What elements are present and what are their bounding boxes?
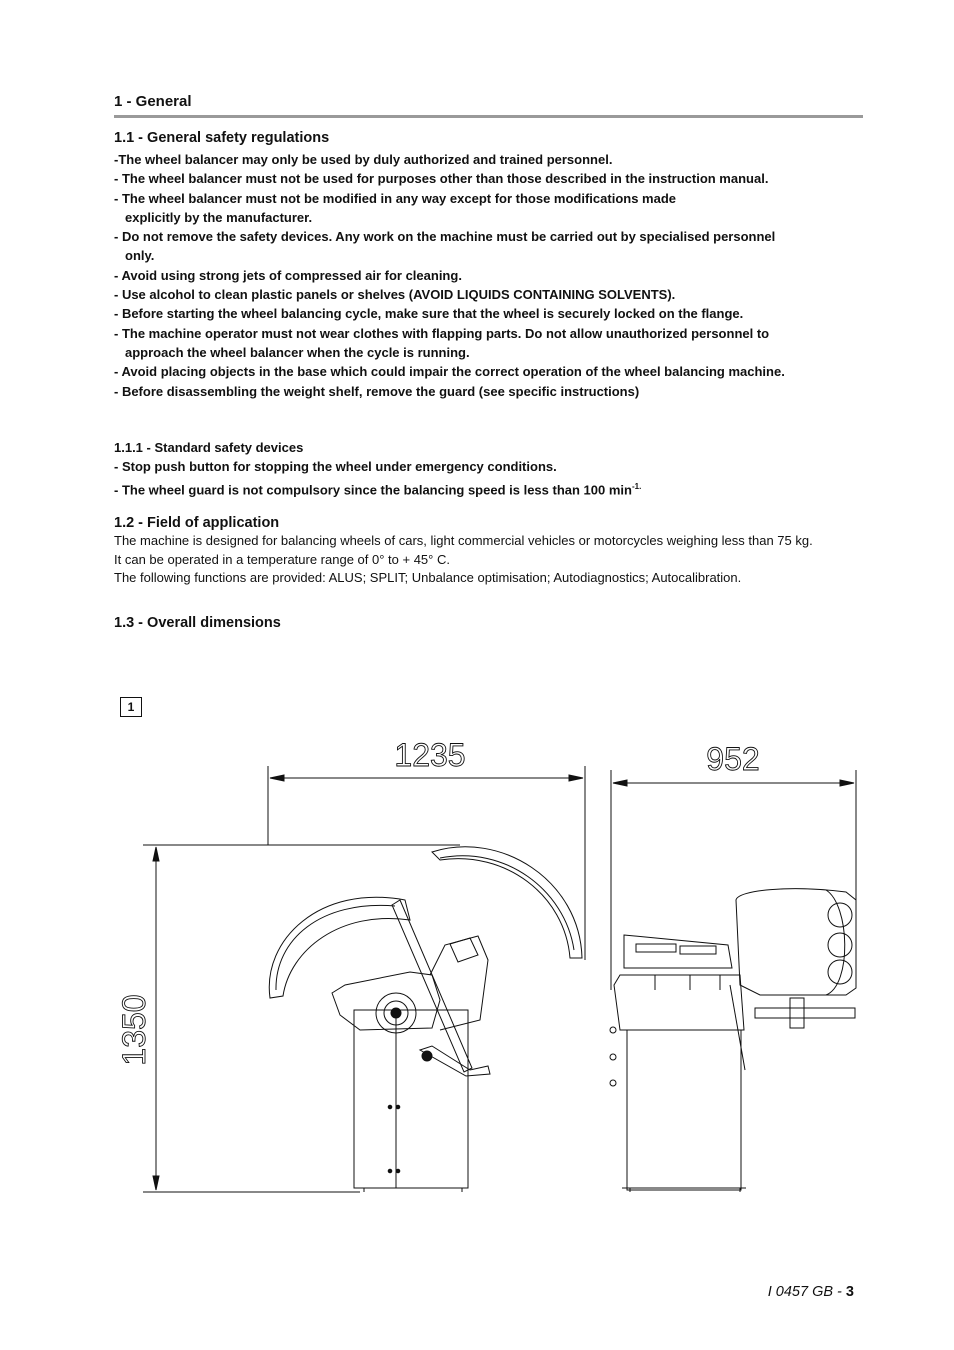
section-title: 1 - General bbox=[114, 93, 192, 110]
field-heading: 1.2 - Field of application bbox=[114, 515, 280, 531]
dimension-width-front: 1235 bbox=[394, 737, 466, 773]
field-line: The machine is designed for balancing wheels of cars, light commercial vehicles or motorcycles weighing less than 75 kg. bbox=[114, 533, 813, 548]
devices-heading: 1.1.1 - Standard safety devices bbox=[114, 440, 304, 455]
safety-line: - Do not remove the safety devices. Any work on the machine must be carried out by specialised personnel bbox=[114, 229, 776, 245]
doc-reference: I 0457 GB - bbox=[767, 1284, 846, 1300]
devices-line: - Stop push button for stopping the wheel under emergency conditions. bbox=[114, 459, 557, 475]
safety-line: only. bbox=[125, 248, 155, 264]
field-line: The following functions are provided: ALUS; SPLIT; Unbalance optimisation; Autodiagnostics; Autocalibration. bbox=[114, 570, 742, 586]
safety-line: -The wheel balancer may only be used by duly authorized and trained personnel. bbox=[114, 152, 613, 167]
safety-heading: 1.1 - General safety regulations bbox=[114, 130, 330, 146]
safety-line: approach the wheel balancer when the cycle is running. bbox=[125, 344, 470, 360]
safety-line: - Avoid using strong jets of compressed air for cleaning. bbox=[114, 267, 462, 283]
safety-line: explicitly by the manufacturer. bbox=[125, 209, 313, 225]
safety-line: - The wheel balancer must not be modified in any way except for those modifications made bbox=[114, 190, 677, 206]
dimensions-heading: 1.3 - Overall dimensions bbox=[114, 615, 281, 631]
page-footer bbox=[768, 1284, 854, 1300]
safety-line: - Use alcohol to clean plastic panels or shelves (AVOID LIQUIDS CONTAINING SOLVENTS). bbox=[114, 287, 676, 303]
dimension-height: 1350 bbox=[116, 994, 152, 1066]
field-line: It can be operated in a temperature range of 0° to + 45° C. bbox=[114, 551, 450, 567]
safety-line: - Before starting the wheel balancing cycle, make sure that the wheel is securely locked on the flange. bbox=[114, 306, 744, 322]
safety-line: - The machine operator must not wear clothes with flapping parts. Do not allow unauthorized personnel to bbox=[114, 325, 770, 341]
safety-line: - Before disassembling the weight shelf, remove the guard (see specific instructions) bbox=[114, 383, 640, 399]
devices-superscript: -1. bbox=[631, 481, 642, 491]
safety-line: - The wheel balancer must not be used for purposes other than those described in the instruction manual. bbox=[114, 171, 769, 187]
devices-line-text: - The wheel guard is not compulsory since the balancing speed is less than 100 min bbox=[114, 481, 632, 497]
safety-line: - Avoid placing objects in the base which could impair the correct operation of the wheel balancing machine. bbox=[114, 364, 785, 380]
page-number: 3 bbox=[845, 1284, 854, 1300]
dimension-width-side: 952 bbox=[706, 741, 760, 777]
figure-number: 1 bbox=[120, 697, 142, 717]
